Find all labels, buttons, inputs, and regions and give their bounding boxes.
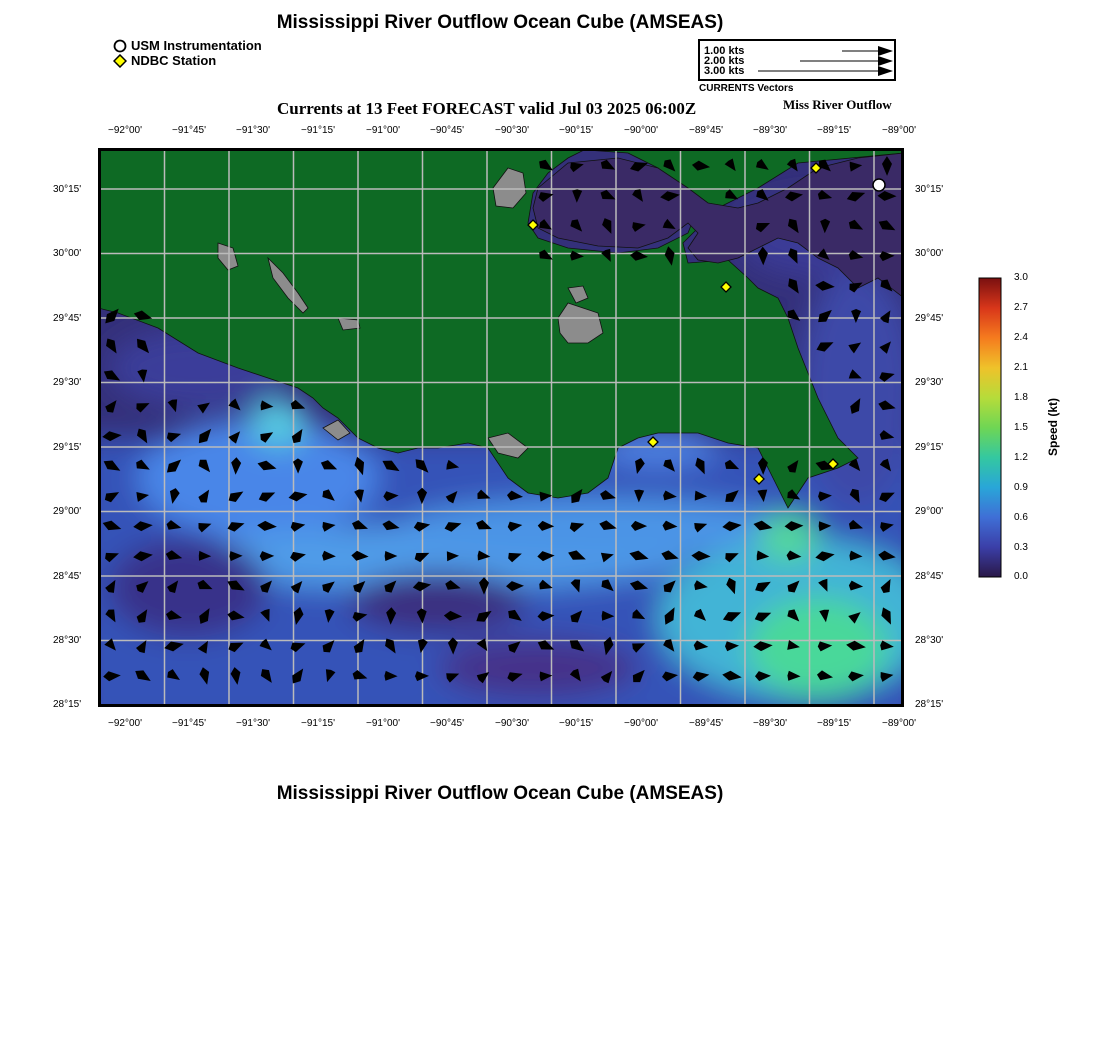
- colorbar-tick: 2.1: [1014, 362, 1028, 373]
- lat-tick-left: 30°15': [53, 184, 82, 195]
- vector-label-1: 1.00 kts: [704, 45, 745, 57]
- lat-tick-right: 30°15': [915, 184, 944, 195]
- current-speed-map[interactable]: [98, 148, 904, 707]
- lon-tick-bottom: −89°15': [817, 718, 851, 729]
- lon-tick-bottom: −91°00': [366, 718, 400, 729]
- lon-tick-top: −92°00': [108, 125, 142, 136]
- lon-tick-bottom: −89°00': [882, 718, 916, 729]
- lat-tick-right: 29°45': [915, 313, 944, 324]
- ndbc-legend-label: NDBC Station: [131, 53, 217, 68]
- colorbar-tick: 1.5: [1014, 422, 1028, 433]
- lon-tick-top: −90°30': [495, 125, 529, 136]
- usm-legend: [113, 38, 262, 53]
- lon-tick-bottom: −92°00': [108, 718, 142, 729]
- vector-scale-arrows: [700, 41, 894, 79]
- vector-label-3: 3.00 kts: [704, 65, 745, 77]
- colorbar-title: Speed (kt): [1046, 398, 1060, 457]
- usm-circle-icon: [113, 39, 127, 53]
- colorbar-tick: 3.0: [1014, 272, 1028, 283]
- lat-tick-left: 30°00': [53, 248, 82, 259]
- lat-tick-right: 30°00': [915, 248, 944, 259]
- main-title: Mississippi River Outflow Ocean Cube (AMSEAS): [276, 12, 724, 33]
- vector-caption: CURRENTS Vectors: [699, 83, 794, 94]
- lon-tick-bottom: −90°00': [624, 718, 658, 729]
- lon-tick-top: −89°45': [689, 125, 723, 136]
- ndbc-diamond-icon: [113, 54, 127, 68]
- lat-tick-left: 29°00': [53, 506, 82, 517]
- speed-colorbar: [978, 277, 1004, 579]
- lon-tick-top: −89°30': [753, 125, 787, 136]
- colorbar-tick: 1.8: [1014, 392, 1028, 403]
- lon-tick-bottom: −91°45': [172, 718, 206, 729]
- colorbar-tick: 2.7: [1014, 302, 1028, 313]
- lat-tick-left: 28°45': [53, 571, 82, 582]
- lon-tick-bottom: −91°15': [301, 718, 335, 729]
- lat-tick-left: 29°15': [53, 442, 82, 453]
- region-label: Miss River Outflow: [783, 97, 892, 112]
- lon-tick-top: −89°15': [817, 125, 851, 136]
- lon-tick-top: −89°00': [882, 125, 916, 136]
- lon-tick-bottom: −90°15': [559, 718, 593, 729]
- lat-tick-right: 28°45': [915, 571, 944, 582]
- lat-tick-left: 29°45': [53, 313, 82, 324]
- colorbar-tick: 0.3: [1014, 542, 1028, 553]
- lon-tick-top: −91°30': [236, 125, 270, 136]
- usm-station-marker: [873, 179, 885, 191]
- lon-tick-top: −90°15': [559, 125, 593, 136]
- lon-tick-top: −91°15': [301, 125, 335, 136]
- lon-tick-top: −90°45': [430, 125, 464, 136]
- colorbar-tick: 0.9: [1014, 482, 1028, 493]
- lat-tick-left: 28°15': [53, 699, 82, 710]
- lon-tick-top: −90°00': [624, 125, 658, 136]
- lon-tick-bottom: −90°30': [495, 718, 529, 729]
- lon-tick-bottom: −91°30': [236, 718, 270, 729]
- lat-tick-right: 29°15': [915, 442, 944, 453]
- lat-tick-right: 29°30': [915, 377, 944, 388]
- second-title: Mississippi River Outflow Ocean Cube (AMSEAS): [276, 783, 724, 804]
- lon-tick-bottom: −89°30': [753, 718, 787, 729]
- vector-label-2: 2.00 kts: [704, 55, 745, 67]
- vector-scale-box: [698, 39, 896, 81]
- lon-tick-top: −91°00': [366, 125, 400, 136]
- map-subtitle: Currents at 13 Feet FORECAST valid Jul 03 2025 06:00Z: [277, 99, 697, 118]
- lat-tick-left: 28°30': [53, 635, 82, 646]
- usm-legend-label: USM Instrumentation: [131, 38, 262, 53]
- lon-tick-top: −91°45': [172, 125, 206, 136]
- colorbar-tick: 0.0: [1014, 571, 1028, 582]
- lat-tick-left: 29°30': [53, 377, 82, 388]
- lon-tick-bottom: −90°45': [430, 718, 464, 729]
- lat-tick-right: 28°30': [915, 635, 944, 646]
- lon-tick-bottom: −89°45': [689, 718, 723, 729]
- lat-tick-right: 28°15': [915, 699, 944, 710]
- colorbar-tick: 1.2: [1014, 452, 1028, 463]
- colorbar-tick: 2.4: [1014, 332, 1028, 343]
- lat-tick-right: 29°00': [915, 506, 944, 517]
- colorbar-tick: 0.6: [1014, 512, 1028, 523]
- ndbc-legend: [113, 53, 216, 68]
